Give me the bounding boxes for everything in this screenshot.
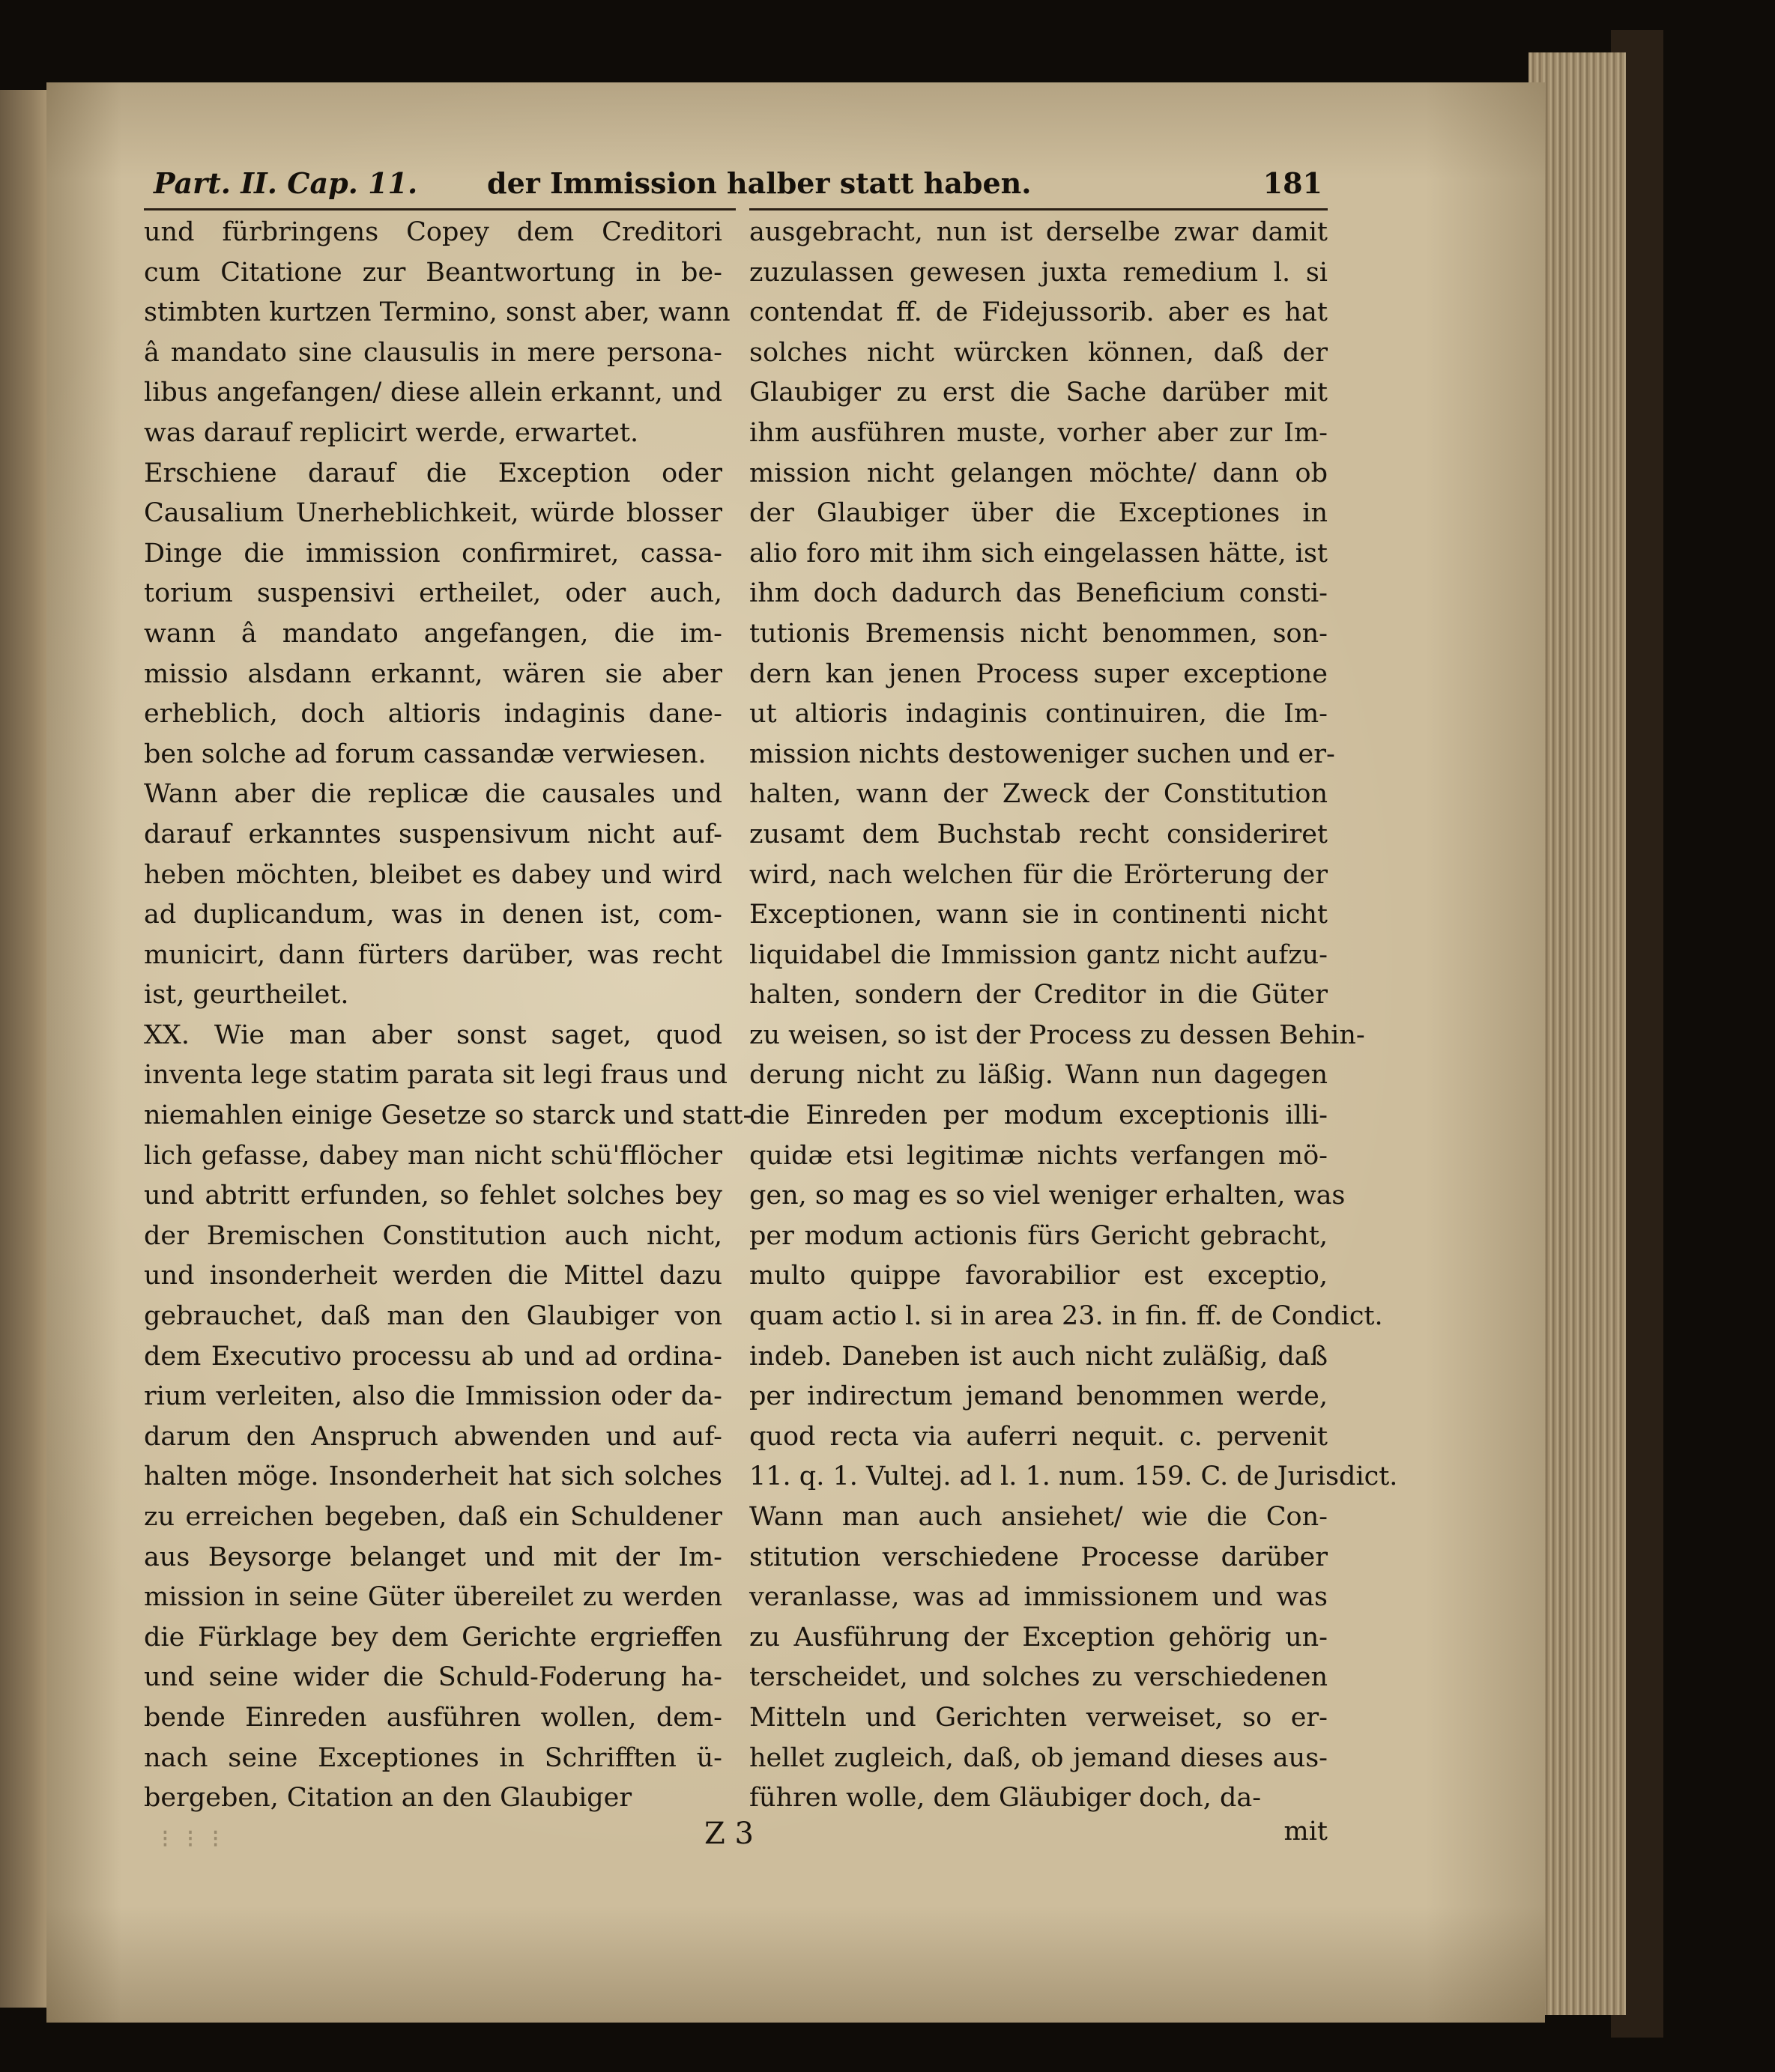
text-line: wird, nach welchen für die Erörterung der: [749, 859, 1328, 890]
text-line: ausgebracht, nun ist derselbe zwar damit: [749, 217, 1328, 247]
text-line: heben möchten, bleibet es dabey und wird: [144, 859, 722, 890]
text-line: per modum actionis fürs Gericht gebracht,: [749, 1220, 1328, 1251]
text-line: und abtritt erfunden, so fehlet solches bey: [144, 1181, 722, 1211]
library-stamp-mark: ⁝ ⁝ ⁝: [161, 1824, 225, 1854]
text-line: alio foro mit ihm sich eingelassen hätte, ist: [749, 538, 1328, 569]
text-line: veranlasse, was ad immissionem und was: [749, 1582, 1328, 1613]
text-line: Exceptionen, wann sie in continenti nicht: [749, 900, 1328, 930]
text-line: ihm doch dadurch das Beneficium consti-: [749, 578, 1328, 609]
text-line: der Bremischen Constitution auch nicht,: [144, 1220, 722, 1251]
text-line: Wann aber die replicæ die causales und: [144, 779, 722, 810]
text-line: quidæ etsi legitimæ nichts verfangen mö-: [749, 1140, 1328, 1171]
text-line: Wann man auch ansiehet/ wie die Con-: [749, 1502, 1328, 1532]
text-line: Causalium Unerheblichkeit, würde blosser: [144, 498, 722, 529]
text-line: cum Citatione zur Beantwortung in be-: [144, 257, 722, 288]
text-line: 11. q. 1. Vultej. ad l. 1. num. 159. C. de Jurisdict.: [749, 1461, 1398, 1492]
text-line: inventa lege statim parata sit legi fraus und: [144, 1060, 728, 1091]
text-line: nach seine Exceptiones in Schrifften ü-: [144, 1742, 722, 1773]
text-line: zu weisen, so ist der Process zu dessen Behin-: [749, 1020, 1365, 1050]
left-text-column: [144, 213, 752, 1819]
text-line: dern kan jenen Process super exceptione: [749, 658, 1328, 689]
text-line: führen wolle, dem Gläubiger doch, da-: [749, 1783, 1262, 1814]
text-line: quam actio l. si in area 23. in fin. ff. de Condict.: [749, 1301, 1383, 1332]
text-line: mission in seine Güter übereilet zu werden: [144, 1582, 722, 1613]
text-line: torium suspensivi ertheilet, oder auch,: [144, 578, 722, 609]
header-title: der Immission halber statt haben.: [487, 166, 1032, 200]
header-part-chapter: Part. II. Cap. 11.: [154, 166, 418, 200]
text-line: was darauf replicirt werde, erwartet.: [144, 417, 639, 448]
text-line: derung nicht zu läßig. Wann nun dagegen: [749, 1060, 1328, 1091]
text-line: lich gefasse, dabey man nicht schü'fflöcher: [144, 1140, 722, 1171]
text-line: XX. Wie man aber sonst saget, quod: [144, 1020, 722, 1050]
text-line: gen, so mag es so viel weniger erhalten, was: [749, 1181, 1346, 1211]
text-line: Mitteln und Gerichten verweiset, so er-: [749, 1702, 1328, 1733]
text-line: terscheidet, und solches zu verschiedenen: [749, 1662, 1328, 1693]
text-line: rium verleiten, also die Immission oder da-: [144, 1381, 722, 1412]
text-line: erheblich, doch altioris indaginis dane-: [144, 699, 722, 730]
text-line: ist, geurtheilet.: [144, 980, 349, 1011]
text-line: die Einreden per modum exceptionis illi-: [749, 1100, 1328, 1131]
text-line: hellet zugleich, daß, ob jemand dieses aus-: [749, 1742, 1328, 1773]
previous-page-edge: [0, 90, 52, 2008]
text-line: und fürbringens Copey dem Creditori: [144, 217, 722, 247]
text-line: und seine wider die Schuld-Foderung ha-: [144, 1662, 722, 1693]
text-line: contendat ff. de Fidejussorib. aber es hat: [749, 297, 1328, 328]
text-line: niemahlen einige Gesetze so starck und statt-: [144, 1100, 752, 1131]
text-line: Dinge die immission confirmiret, cassa-: [144, 538, 722, 569]
text-line: die Fürklage bey dem Gerichte ergrieffen: [144, 1622, 722, 1653]
text-line: mission nicht gelangen möchte/ dann ob: [749, 458, 1328, 488]
text-line: stitution verschiedene Processe darüber: [749, 1542, 1328, 1572]
text-line: stimbten kurtzen Termino, sonst aber, wann: [144, 297, 731, 328]
text-line: wann â mandato angefangen, die im-: [144, 618, 722, 649]
text-line: bergeben, Citation an den Glaubiger: [144, 1783, 632, 1814]
text-line: und insonderheit werden die Mittel dazu: [144, 1261, 722, 1291]
text-line: indeb. Daneben ist auch nicht zuläßig, daß: [749, 1341, 1328, 1372]
text-line: halten möge. Insonderheit hat sich solches: [144, 1461, 722, 1492]
text-line: bende Einreden ausführen wollen, dem-: [144, 1702, 722, 1733]
text-line: gebrauchet, daß man den Glaubiger von: [144, 1301, 722, 1332]
text-line: darum den Anspruch abwenden und auf-: [144, 1421, 722, 1452]
text-line: zu Ausführung der Exception gehörig un-: [749, 1622, 1328, 1653]
text-line: ad duplicandum, was in denen ist, com-: [144, 900, 722, 930]
text-line: darauf erkanntes suspensivum nicht auf-: [144, 819, 722, 849]
page-number: 181: [1263, 166, 1322, 200]
text-line: halten, wann der Zweck der Constitution: [749, 779, 1328, 810]
text-line: halten, sondern der Creditor in die Güter: [749, 980, 1328, 1011]
text-line: solches nicht würcken können, daß der: [749, 337, 1328, 368]
signature-mark: Z 3: [704, 1817, 754, 1851]
text-line: ben solche ad forum cassandæ verwiesen.: [144, 739, 707, 769]
text-line: Glaubiger zu erst die Sache darüber mit: [749, 378, 1328, 408]
text-line: liquidabel die Immission gantz nicht aufzu-: [749, 939, 1328, 970]
text-line: libus angefangen/ diese allein erkannt, und: [144, 378, 722, 408]
text-line: zusamt dem Buchstab recht consideriret: [749, 819, 1328, 849]
text-line: missio alsdann erkannt, wären sie aber: [144, 658, 722, 689]
text-line: zu erreichen begeben, daß ein Schuldener: [144, 1502, 722, 1532]
text-line: quod recta via auferri nequit. c. pervenit: [749, 1421, 1328, 1452]
text-line: per indirectum jemand benommen werde,: [749, 1381, 1328, 1412]
catchword: mit: [1283, 1817, 1328, 1847]
text-line: ihm ausführen muste, vorher aber zur Im-: [749, 417, 1328, 448]
header-rule-right: [749, 208, 1328, 210]
text-line: dem Executivo processu ab und ad ordina-: [144, 1341, 722, 1372]
running-header: [154, 166, 1322, 211]
text-line: municirt, dann fürters darüber, was recht: [144, 939, 722, 970]
text-line: multo quippe favorabilior est exceptio,: [749, 1261, 1328, 1291]
header-rule-left: [144, 208, 736, 210]
text-line: ut altioris indaginis continuiren, die Im-: [749, 699, 1328, 730]
right-text-column: [749, 213, 1398, 1819]
text-line: mission nichts destoweniger suchen und er-: [749, 739, 1335, 769]
text-line: Erschiene darauf die Exception oder: [144, 458, 722, 488]
text-line: tutionis Bremensis nicht benommen, son-: [749, 618, 1328, 649]
text-line: â mandato sine clausulis in mere persona-: [144, 337, 722, 368]
text-line: aus Beysorge belanget und mit der Im-: [144, 1542, 722, 1572]
text-line: der Glaubiger über die Exceptiones in: [749, 498, 1328, 529]
text-line: zuzulassen gewesen juxta remedium l. si: [749, 257, 1328, 288]
